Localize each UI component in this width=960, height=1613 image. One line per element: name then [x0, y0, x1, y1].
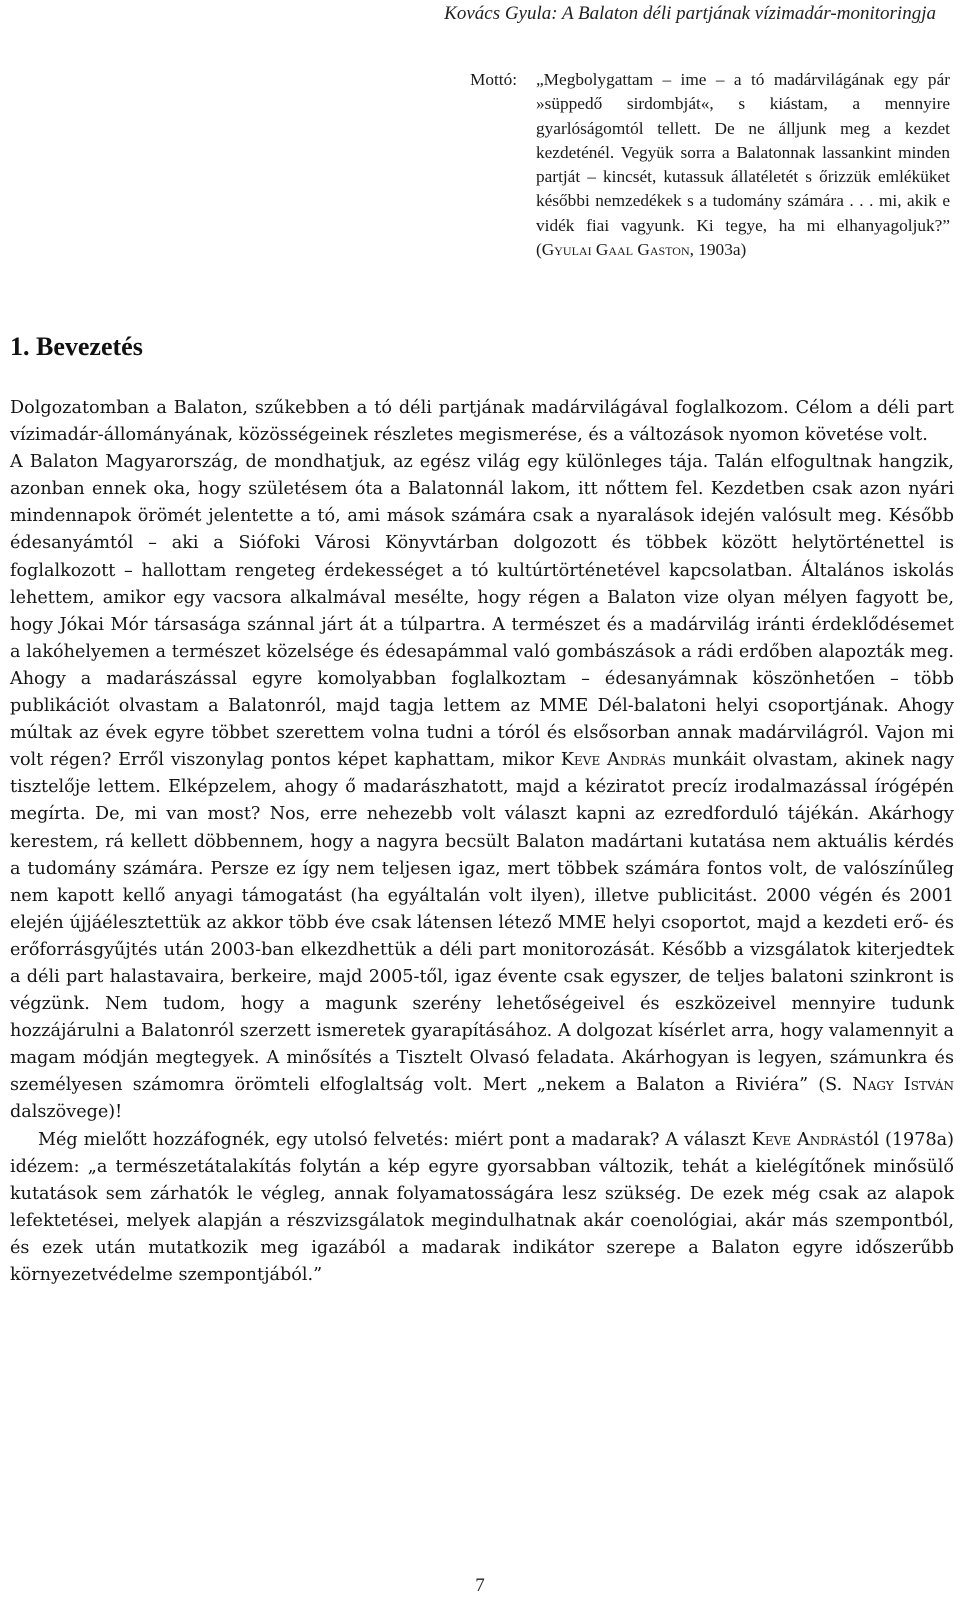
motto-label: Mottó: [470, 70, 518, 89]
paragraph-2-part-a: A Balaton Magyarország, de mondhatjuk, az egész világ egy különleges tája. Talán elfogultnak hangzik, azonban ennek oka, hogy születésem óta a Balatonnál lakom, itt nőttem fel. Kezdetben csak azon nyári mindennapok örömét jelentette a tó, ami mások számára csak a nyaralások idején valósult meg. Később édesanyámtól – aki a Siófoki Városi Könyvtárban dolgozott és többek között helytörténettel is foglalkozott – hallottam rengeteg érdekességet a tó kultúrtörténetével kapcsolatban. Általános iskolás lehettem, amikor egy vacsora alkalmával mesélte, hogy régen a Balaton vize olyan mélyen fagyott be, hogy Jókai Mór társasága szánnal járt át a túlpartra. A természet és a madárvilág iránti érdeklődésemet a lakóhelyemen a természet közelsége és édesapámmal való gombászások a rádi erdőben alapozták meg. Ahogy a madarászással egyre komolyabban foglalkoztam – édesanyámnak köszönhetően – több publikációt olvastam a Balatonról, majd tagja lettem az MME Dél-balatoni helyi csoportjának. Ahogy múltak az évek egyre többet szerettem volna tudni a tóról és elsősorban annak madárvilágról. Vajon mi volt régen? Erről viszonylag pontos képet kaphattam, mikor [10, 452, 954, 771]
motto-citation-prefix: ( [536, 240, 542, 260]
paragraph-3-part-a: Még mielőtt hozzáfognék, egy utolsó felvetés: miért pont a madarak? A választ [38, 1129, 752, 1150]
paragraph-3-part-b: tól (1978a) idézem: „a természetátalakítás folytán a kép egyre gyorsabban változik, tehát a kielégítőnek minősülő kutatások sem zárhatók le végleg, annak folyamatosságára lesz szükség. De ezek még csak az alapok lefektetései, melyek alapján a részvizsgálatok megindulhatnak akár coenológiai, akár más szempontból, és ezek után mutatkozik meg igazából a madarak indikátor szerepe a Balaton egyre időszerűbb környezetvédelme szempontjából.” [10, 1129, 954, 1285]
page-number: 7 [475, 1575, 485, 1596]
section-heading: 1. Bevezetés [10, 332, 143, 361]
paragraph-2-part-c: dalszövege)! [10, 1102, 123, 1123]
motto-citation-year: , 1903a) [689, 240, 747, 260]
motto-quote-text: „Megbolygattam – ime – a tó madárvilágának egy pár »süppedő sirdombját«, s kiástam, a mennyire gyarlóságomtól tellett. De ne álljunk meg a kezdet kezdeténél. Vegyük sorra a Balatonnak lassankint minden partját – kincsét, kutassuk állatéletét s őrizzük emléküket későbbi nemzedékek s a tudomány számára . . . mi, akik e vidék fiai vagyunk. Ki tegye, ha mi elhanyagoljuk?” [536, 70, 950, 235]
motto-quote [536, 68, 950, 262]
motto-citation-author: Gyulai Gaal Gaston [541, 240, 690, 260]
paragraph-2-part-b: munkáit olvastam, akinek nagy tisztelője lettem. Elképzelem, ahogy ő madarászhatott, majd a kéziratot precíz irodalmazással írógépén megírta. De, mi van most? Nos, erre nehezebb volt választ kapni az ezredforduló tájékán. Akárhogy kerestem, rá kellett döbbennem, hogy a nagyra becsült Balaton madártani kutatása nem aktuális kérdés a tudomány számára. Persze ez így nem teljesen igaz, mert többek számára fontos volt, de valószínűleg nem kapott kellő anyagi támogatást (ha egyáltalán volt ilyen), illetve publicitást. 2000 végén és 2001 elején újjáélesztettük az akkor több éve csak látensen létező MME helyi csoportot, majd a kezdeti erő- és erőforrásgyűjtés után 2003-ban elkezdhettük a déli part monitorozását. Később a vizsgálatok kiterjedtek a déli part halastavaira, berkeire, majd 2005-től, igaz évente csak egyszer, de teljes balatoni szinkront is végzünk. Nem tudom, hogy a magunk szerény lehetőségeivel és eszközeivel mennyire tudunk hozzájárulni a Balatonról szerzett ismeretek gyarapításához. A dolgozat kísérlet arra, hogy valamennyit a magam módján megtegyek. A minősítés a Tisztelt Olvasó feladata. Akárhogyan is legyen, számunkra és személyesen számomra örömteli elfoglaltság volt. Mert „nekem a Balaton a Riviéra” (S. [10, 750, 955, 1096]
paragraph-1: Dolgozatomban a Balaton, szűkebben a tó déli partjának madárvilágával foglalkozom. Célom a déli part vízimadár-állományának, közösségeinek részletes megismerése, és a változások nyomon követése volt. [10, 398, 954, 446]
paragraph-3 [10, 1127, 954, 1290]
author-name-keve-2: Keve András [751, 1129, 856, 1150]
running-header: Kovács Gyula: A Balaton déli partjának vízimadár-monitoringja [444, 3, 936, 24]
author-name-keve: Keve András [560, 750, 666, 771]
author-name-nagy: Nagy István [852, 1075, 954, 1096]
body-text [10, 395, 954, 1289]
motto [470, 68, 950, 262]
paragraph-2 [10, 449, 954, 1126]
